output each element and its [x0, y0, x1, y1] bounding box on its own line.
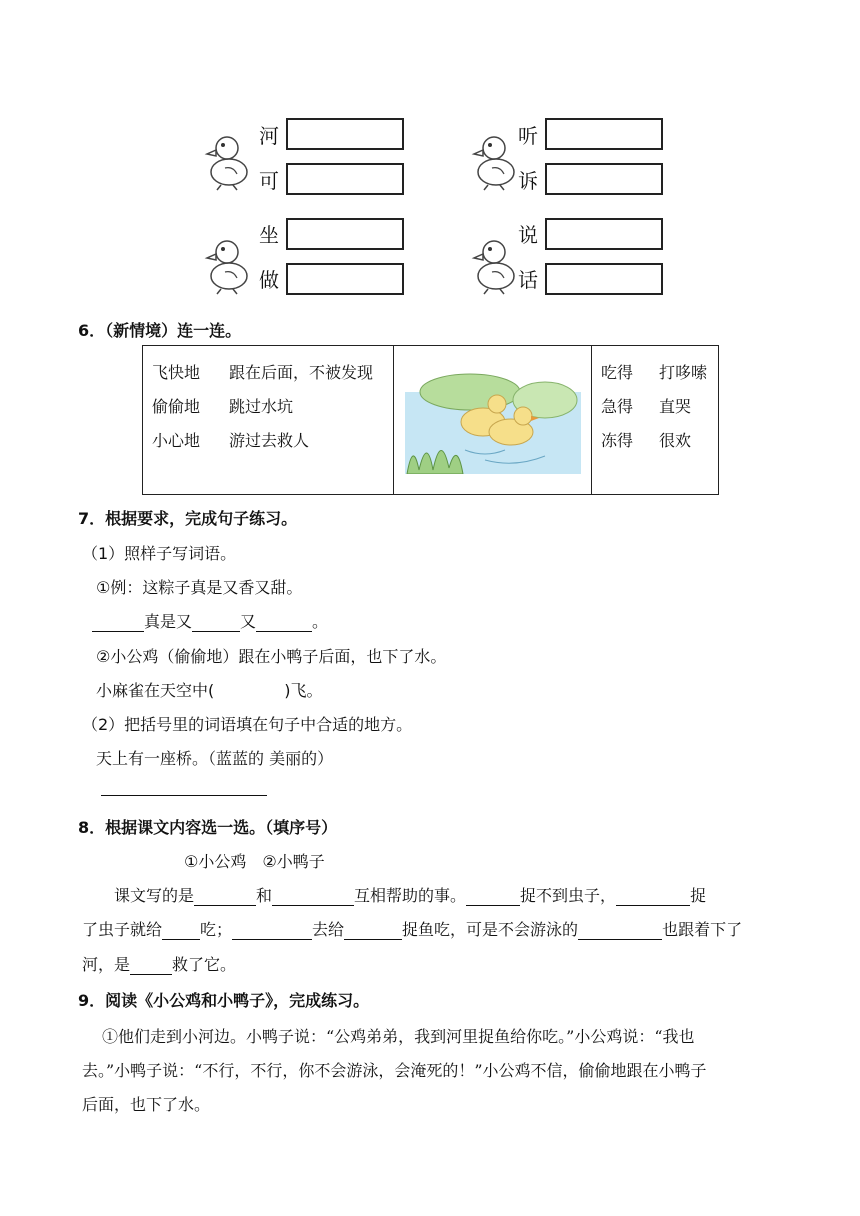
matching-table: [142, 345, 719, 495]
right-phrase[interactable]: 直哭: [659, 397, 692, 416]
char-hua: 话: [518, 268, 538, 292]
fill-blank[interactable]: [344, 923, 402, 940]
left-phrase[interactable]: 游过去救人: [229, 431, 310, 450]
answer-box[interactable]: [545, 118, 663, 150]
char-su: 诉: [518, 169, 538, 193]
q7-example2: ②小公鸡（偷偷地）跟在小鸭子后面，也下了水。: [96, 647, 447, 666]
duck-icon: [203, 236, 251, 296]
q8-line-2: [82, 917, 742, 940]
answer-box[interactable]: [545, 218, 663, 250]
q8-line-1: [114, 883, 706, 906]
text: 去给: [312, 920, 345, 939]
left-phrase[interactable]: 跟在后面，不被发现: [229, 363, 374, 382]
text: 捉: [690, 886, 707, 905]
q7-title: 7．根据要求，完成句子练习。: [78, 509, 298, 528]
right-word[interactable]: 急得: [601, 397, 634, 416]
left-word[interactable]: 飞快地: [152, 363, 201, 382]
q7-fill-line-1: [92, 609, 328, 632]
right-phrase[interactable]: 打哆嗦: [659, 363, 708, 382]
fill-text: 又: [240, 612, 257, 631]
fill-text: )飞。: [284, 681, 323, 700]
fill-blank[interactable]: [616, 889, 690, 906]
answer-box[interactable]: [545, 263, 663, 295]
duck-icon: [470, 236, 518, 296]
fill-text: 。: [312, 612, 329, 631]
duck-icon: [470, 132, 518, 192]
q7-example1: ①例：这粽子真是又香又甜。: [96, 578, 303, 597]
answer-box[interactable]: [286, 163, 404, 195]
text: 河，是: [82, 955, 131, 974]
ducks-in-pond-illustration: [405, 370, 581, 474]
q6-title: 6．（新情境）连一连。: [78, 321, 242, 340]
fill-blank[interactable]: [232, 923, 312, 940]
text: 救了它。: [172, 955, 237, 974]
q8-line-3: [82, 952, 236, 975]
q9-passage-line-1: ①他们走到小河边。小鸭子说：“公鸡弟弟，我到河里捉鱼给你吃。”小公鸡说：“我也: [102, 1027, 695, 1046]
text: 互相帮助的事。: [354, 886, 467, 905]
right-word[interactable]: 吃得: [601, 363, 634, 382]
answer-line[interactable]: [101, 795, 267, 796]
text: 吃；: [200, 920, 233, 939]
fill-blank[interactable]: [192, 615, 240, 632]
divider: [591, 346, 592, 494]
fill-blank[interactable]: [272, 889, 354, 906]
char-ting: 听: [518, 124, 538, 148]
text: 了虫子就给: [82, 920, 163, 939]
text: 捉鱼吃，可是不会游泳的: [402, 920, 579, 939]
text: 课文写的是: [114, 886, 195, 905]
divider: [393, 346, 394, 494]
right-word[interactable]: 冻得: [601, 431, 634, 450]
fill-blank[interactable]: [194, 889, 256, 906]
fill-text: 真是又: [144, 612, 193, 631]
fill-blank[interactable]: [578, 923, 662, 940]
answer-box[interactable]: [286, 218, 404, 250]
q7-part2-label: （2）把括号里的词语填在句子中合适的地方。: [82, 715, 413, 734]
fill-blank[interactable]: [162, 923, 200, 940]
fill-blank[interactable]: [466, 889, 520, 906]
q9-passage-line-3: 后面，也下了水。: [82, 1095, 211, 1114]
duck-icon: [203, 132, 251, 192]
answer-box[interactable]: [286, 263, 404, 295]
text: 也跟着下了: [662, 920, 743, 939]
left-word[interactable]: 偷偷地: [152, 397, 201, 416]
fill-blank[interactable]: [130, 958, 172, 975]
text: 捉不到虫子，: [520, 886, 617, 905]
char-shuo: 说: [518, 223, 538, 247]
q7-part2-sentence: 天上有一座桥。（蓝蓝的 美丽的）: [96, 749, 334, 768]
char-zuo: 坐: [259, 223, 279, 247]
fill-text: 小麻雀在天空中(: [96, 681, 215, 700]
q9-title: 9．阅读《小公鸡和小鸭子》，完成练习。: [78, 991, 370, 1010]
char-ke: 可: [259, 169, 279, 193]
q9-passage-line-2: 去。”小鸭子说：“不行，不行，你不会游泳，会淹死的！”小公鸡不信，偷偷地跟在小鸭子: [82, 1061, 707, 1080]
char-zuo2: 做: [259, 268, 279, 292]
answer-box[interactable]: [286, 118, 404, 150]
q8-options: ①小公鸡 ②小鸭子: [184, 852, 325, 871]
right-phrase[interactable]: 很欢: [659, 431, 692, 450]
char-he: 河: [259, 124, 279, 148]
left-phrase[interactable]: 跳过水坑: [229, 397, 294, 416]
fill-blank[interactable]: [92, 615, 144, 632]
left-word[interactable]: 小心地: [152, 431, 201, 450]
text: 和: [256, 886, 273, 905]
q7-part1-label: （1）照样子写词语。: [82, 544, 237, 563]
fill-blank[interactable]: [256, 615, 312, 632]
answer-box[interactable]: [545, 163, 663, 195]
q7-fill-line-2: [96, 678, 323, 701]
q8-title: 8．根据课文内容选一选。（填序号）: [78, 818, 338, 837]
